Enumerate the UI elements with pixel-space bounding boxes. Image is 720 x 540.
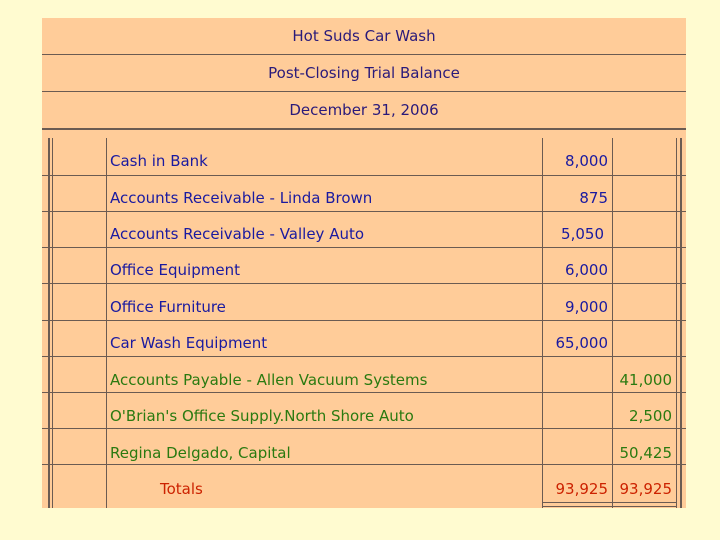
grid-line <box>42 428 686 429</box>
credit-amount: 2,500 <box>629 407 672 425</box>
grid-line <box>42 464 686 465</box>
grid-line <box>612 138 613 508</box>
grid-line <box>48 138 50 508</box>
trial-balance-sheet <box>42 18 686 508</box>
grid-line <box>42 247 686 248</box>
company-name: Hot Suds Car Wash <box>42 18 686 55</box>
grid-line <box>42 356 686 357</box>
total-double-underline <box>542 502 676 503</box>
debit-amount: 5,050 <box>561 225 604 243</box>
account-name: Accounts Receivable - Linda Brown <box>110 189 373 207</box>
debit-amount: 65,000 <box>555 334 608 352</box>
debit-amount: 6,000 <box>565 261 608 279</box>
total-double-underline <box>542 506 676 507</box>
grid-line <box>106 138 107 508</box>
grid-line <box>52 138 53 508</box>
totals-label: Totals <box>160 480 203 498</box>
grid-line <box>676 138 677 508</box>
account-name: Office Equipment <box>110 261 240 279</box>
grid-line <box>42 283 686 284</box>
grid-line <box>42 392 686 393</box>
account-name: Accounts Payable - Allen Vacuum Systems <box>110 371 428 389</box>
grid-line <box>42 175 686 176</box>
account-name: Cash in Bank <box>110 152 208 170</box>
grid-line <box>680 138 682 508</box>
grid-line <box>542 138 543 508</box>
debit-amount: 9,000 <box>565 298 608 316</box>
debit-amount: 875 <box>579 189 608 207</box>
grid-line <box>42 211 686 212</box>
grid-line <box>42 320 686 321</box>
report-title: Post-Closing Trial Balance <box>42 55 686 92</box>
account-name: Office Furniture <box>110 298 226 316</box>
account-name: Accounts Receivable - Valley Auto <box>110 225 365 243</box>
account-name: Regina Delgado, Capital <box>110 444 291 462</box>
account-name: O'Brian's Office Supply.North Shore Auto <box>110 407 414 425</box>
total-credit: 93,925 <box>619 480 672 498</box>
report-date: December 31, 2006 <box>42 92 686 130</box>
credit-amount: 41,000 <box>619 371 672 389</box>
debit-amount: 8,000 <box>565 152 608 170</box>
credit-amount: 50,425 <box>619 444 672 462</box>
account-name: Car Wash Equipment <box>110 334 268 352</box>
total-debit: 93,925 <box>555 480 608 498</box>
